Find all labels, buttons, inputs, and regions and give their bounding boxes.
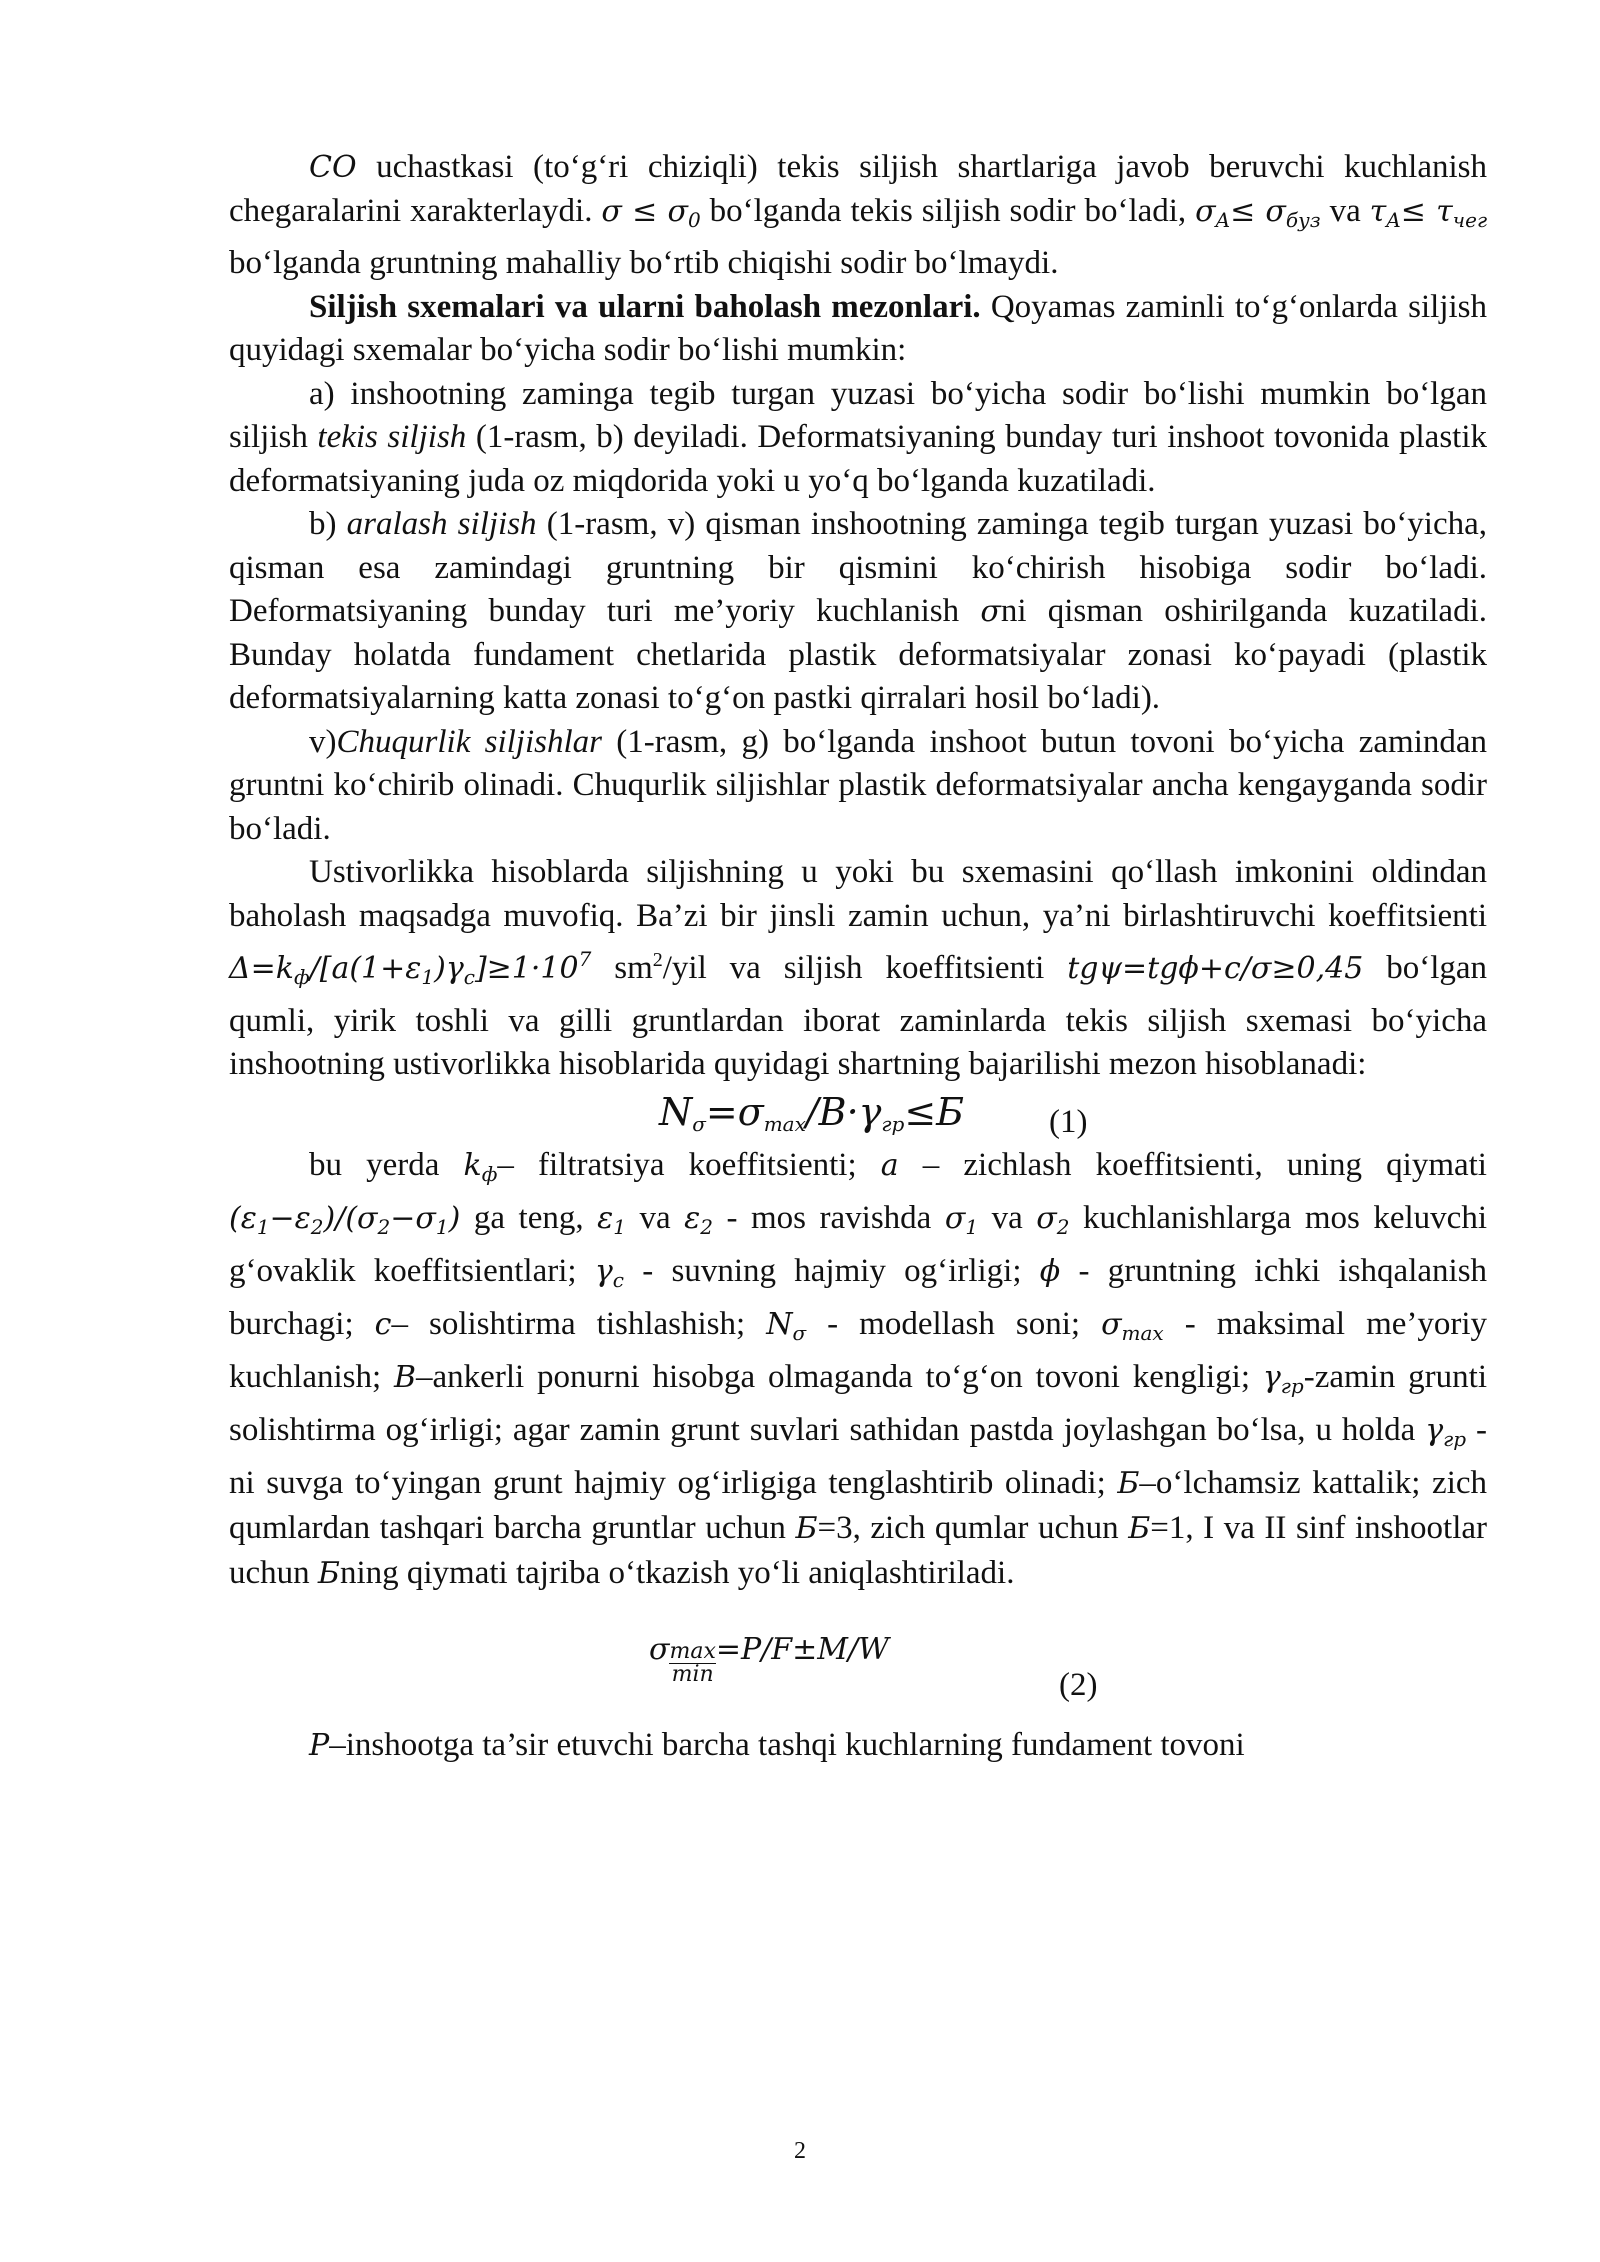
formula-P: P <box>309 1727 330 1763</box>
text: uchastkasi (to‘g‘ri chiziqli) tekis siljish shartlariga javob beruvchi kuchlanish chegaralarini xarakterlaydi. <box>229 149 1488 229</box>
paragraph-definitions: bu yerda $k_ф-$ filtratsiya koeffitsienti; a – zichlash koeffitsienti, uning qiymati $(\varepsilon_1-\varepsilon_2)/(\sigma_2-\sigma_1)$ ga teng, $\varepsilon_1$ va $\varepsilon_2$ - mos ravishda $\sigma_1$ va $\sigma_2$ kuchlanishlarga mos keluvchi g‘ovaklik koeffitsientlari; $\gamma_c$ - suvning hajmiy og‘irligi; ϕ - gruntning ichki ishqalanish burchagi; c– solishtirma tishlashish; $N_\sigma$ - modellash soni; $\sigma_{max}$ - maksimal me’yoriy kuchlanish; B–ankerli ponurni hisobga olmaganda to‘g‘on tovoni kengligi; $\gamma_{гр}$-zamin grunti solishtirma og‘irligi; agar zamin grunt suvlari sathidan pastda joylashgan bo‘lsa, u holda $\gamma_{гр}$ - ni suvga to‘yingan grunt hajmiy og‘irligiga tenglashtirib olinadi; Б–o‘lchamsiz kattalik; zich qumlardan tashqari barcha gruntlar uchun Б=3, zich qumlar uchun Б=1, I va II sinf inshootlar uchun Бning qiymati tajriba o‘tkazish yo‘li aniqlashtiriladi. <box>229 1146 1488 1591</box>
formula-delta: $\Delta=k_ф/[a(1+\varepsilon_1)\gamma_c]\ge 1\cdot 10^7$ <box>229 947 592 989</box>
paragraph-stability: Ustivorlikka hisoblarda siljishning u yoki bu sxemasini qo‘llash imkonini oldindan baholash maqsadga muvofiq. Ba’zi bir jinsli zamin uchun, ya’ni birlashtiruvchi koeffitsienti $\Delta=k_ф/[a(1+\varepsilon_1)\gamma_c]\ge 1\cdot 10^7$ $sm^2$/yil va siljish koeffitsienti tgψ=tgϕ+c/σ≥0,45 bo‘lgan qumli, yirik toshli va gilli gruntlardan iborat zaminlarda tekis siljish sxemasi bo‘yicha inshootning ustivorlikka hisoblarida quyidagi shartning bajarilishi mezon hisoblanadi: <box>229 854 1488 1082</box>
section-heading: Siljish sxemalari va ularni baholash mezonlari. <box>309 288 981 325</box>
formula-ratio: $(\varepsilon_1-\varepsilon_2)/(\sigma_2-\sigma_1)$ <box>229 1200 461 1239</box>
equation-1-formula: $N_\sigma=\sigma\max/B\cdot\gamma_{гр}\le Б$ <box>659 1089 965 1136</box>
formula-tgpsi: tgψ=tgϕ+c/σ≥0,45 <box>1067 951 1364 986</box>
formula-co: CO <box>309 150 357 185</box>
italic-term: Chuqurlik siljishlar <box>336 723 602 760</box>
formula-k: $k_ф$ <box>463 1147 498 1186</box>
paragraph-v: v)Chuqurlik siljishlar (1-rasm, g) bo‘lganda inshoot butun tovoni bo‘yicha zamindan gruntni ko‘chirib olinadi. Chuqurlik siljishlar plastik deformatsiyalar ancha kengayganda sodir bo‘ladi. <box>229 723 1488 847</box>
equation-2-formula: σ $\frac{\max}{\min}$ =P/F±M/W <box>649 1631 889 1687</box>
paragraph-p: P–inshootga ta’sir etuvchi barcha tashqi kuchlarning fundament tovoni <box>309 1726 1245 1763</box>
text: bo‘lganda tekis siljish sodir bo‘ladi, <box>709 192 1187 229</box>
paragraph-schemes <box>229 286 1487 373</box>
page-number: 2 <box>794 2138 806 2164</box>
equation-1 <box>229 1087 1487 1143</box>
formula-sigma-le-sigma0: $\sigma \le \sigma_0$ <box>601 193 701 232</box>
document-body <box>229 146 1487 1767</box>
paragraph-co <box>229 146 1487 286</box>
equation-2-label: (2) <box>1059 1666 1098 1703</box>
italic-term: tekis siljish <box>317 419 467 455</box>
paragraph-a: a) inshootning zaminga tegib turgan yuzasi bo‘yicha sodir bo‘lishi mumkin bo‘lgan siljish tekis siljish (1-rasm, b) deyiladi. Deformatsiyaning bunday turi inshoot tovonida plastik deformatsiyaning juda oz miqdorida yoki u yo‘q bo‘lganda kuzatiladi. <box>229 375 1488 499</box>
text: Qoyamas zaminli to‘g‘onlarda siljish quyidagi sxemalar bo‘yicha sodir bo‘lishi mumkin: <box>229 288 1488 368</box>
equation-2 <box>229 1596 1487 1706</box>
formula-sigma: σ <box>980 594 1001 629</box>
text: bo‘lganda gruntning mahalliy bo‘rtib chiqishi sodir bo‘lmaydi. <box>229 245 1059 281</box>
text: va <box>1329 192 1361 229</box>
formula-tauA: $\tau_A\le \tau_{чег}$ <box>1369 193 1488 232</box>
equation-1-label: (1) <box>1049 1103 1088 1140</box>
formula-a: a <box>880 1147 899 1183</box>
italic-term: aralash siljish <box>346 506 537 542</box>
paragraph-b: b) aralash siljish (1-rasm, v) qisman inshootning zaminga tegib turgan yuzasi bo‘yicha, qisman esa zamindagi gruntning bir qismini ko‘chirish hisobiga sodir bo‘ladi. Deformatsiyaning bunday turi me’yoriy kuchlanish σni qisman oshirilganda kuzatiladi. Bunday holatda fundament chetlarida plastik deformatsiyalar zonasi ko‘payadi (plastik deformatsiyalarning katta zonasi to‘g‘on pastki qirralari hosil bo‘ladi). <box>229 506 1488 716</box>
formula-sigmaA: $\sigma_A\le \sigma_{буз}$ <box>1195 193 1321 232</box>
